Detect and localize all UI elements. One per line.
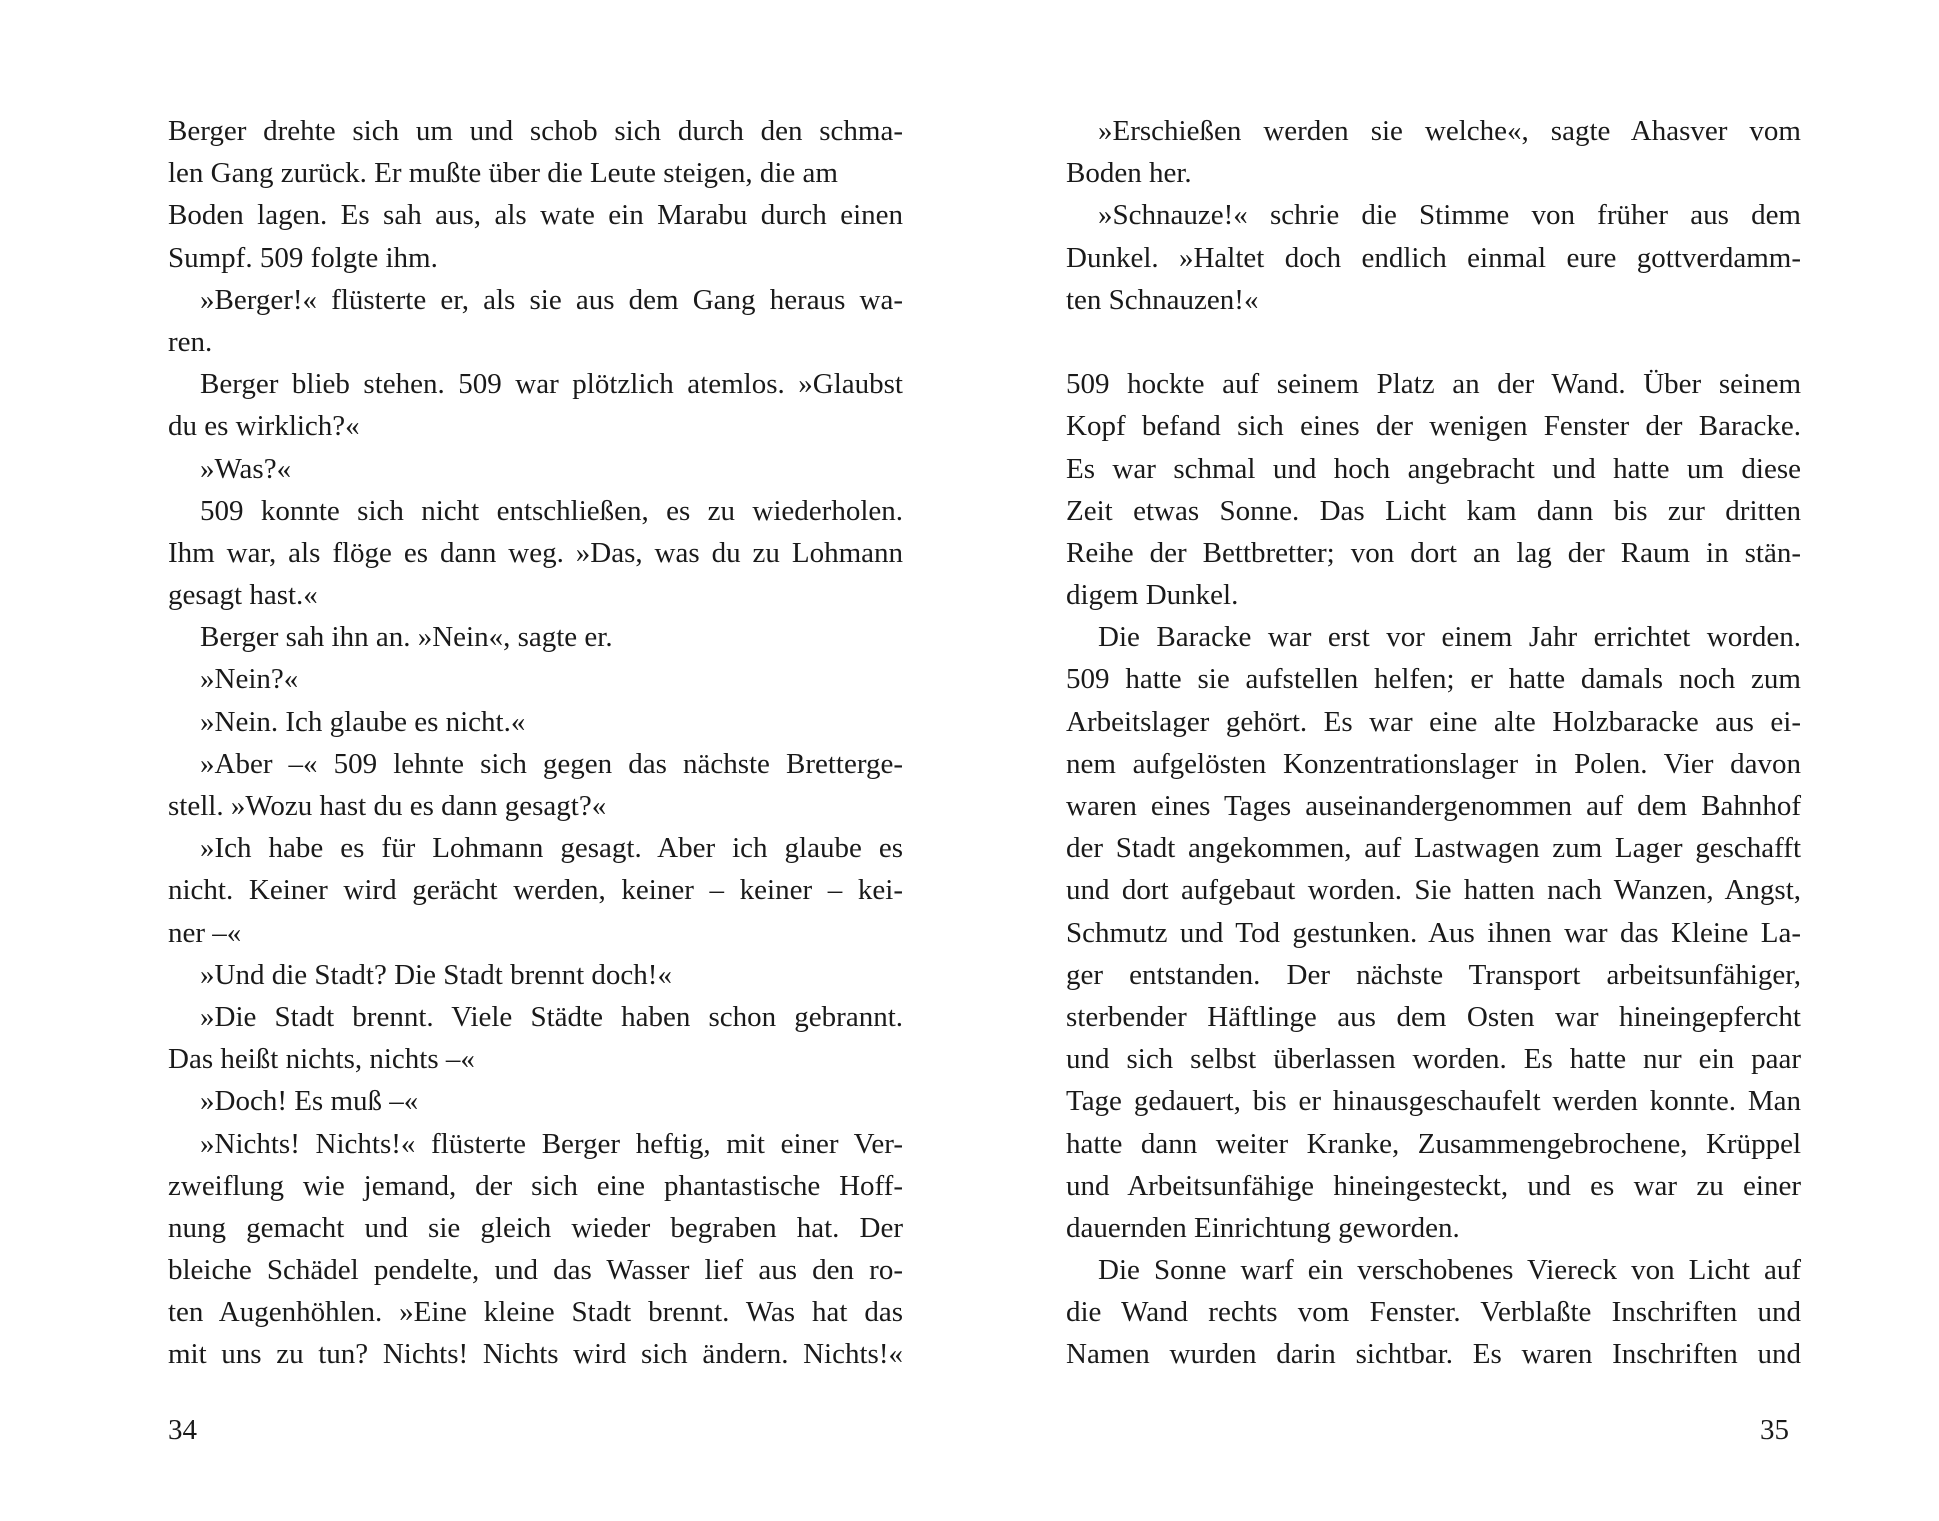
text-line: Reihe der Bettbretter; von dort an lag der Raum in stän- — [1066, 536, 1801, 569]
text-line: Das heißt nichts, nichts –« — [168, 1043, 475, 1076]
text-line: Berger blieb stehen. 509 war plötzlich atemlos. »Glaubst — [200, 368, 903, 401]
text-line: Boden lagen. Es sah aus, als wate ein Marabu durch einen — [168, 199, 903, 232]
text-line: Tage gedauert, bis er hinausgeschaufelt werden konnte. Man — [1066, 1085, 1801, 1118]
text-line: ten Schnauzen!« — [1066, 283, 1259, 316]
text-line: 509 hockte auf seinem Platz an der Wand. Über seinem — [1066, 368, 1801, 401]
text-line: 509 hatte sie aufstellen helfen; er hatte damals noch zum — [1066, 663, 1801, 696]
text-line: nem aufgelösten Konzentrationslager in Polen. Vier davon — [1066, 747, 1801, 780]
text-line: und Arbeitsunfähige hineingesteckt, und es war zu einer — [1066, 1169, 1801, 1202]
text-line: Kopf befand sich eines der wenigen Fenster der Baracke. — [1066, 410, 1801, 443]
text-line: nung gemacht und sie gleich wieder begraben hat. Der — [168, 1211, 903, 1244]
text-line: »Ich habe es für Lohmann gesagt. Aber ich glaube es — [200, 832, 903, 865]
text-line: gesagt hast.« — [168, 579, 318, 612]
text-line: ten Augenhöhlen. »Eine kleine Stadt brennt. Was hat das — [168, 1296, 903, 1329]
text-line: Arbeitslager gehört. Es war eine alte Holzbaracke aus ei- — [1066, 705, 1801, 738]
text-line: »Doch! Es muß –« — [200, 1085, 419, 1118]
text-line: Die Baracke war erst vor einem Jahr errichtet worden. — [1098, 621, 1801, 654]
text-line: sterbender Häftlinge aus dem Osten war hineingepfercht — [1066, 1000, 1801, 1033]
text-line: »Schnauze!« schrie die Stimme von früher aus dem — [1098, 199, 1801, 232]
text-line: Sumpf. 509 folgte ihm. — [168, 241, 438, 274]
right-page-text — [1066, 110, 1801, 1376]
text-line: dauernden Einrichtung geworden. — [1066, 1211, 1460, 1244]
text-line: »Aber –« 509 lehnte sich gegen das nächste Brettergе- — [200, 747, 903, 780]
text-line: Dunkel. »Haltet doch endlich einmal eure gottverdamm- — [1066, 241, 1801, 274]
text-line: Schmutz und Tod gestunken. Aus ihnen war das Kleine La- — [1066, 916, 1801, 949]
text-line: »Nein. Ich glaube es nicht.« — [200, 705, 526, 738]
page-number-right: 35 — [1760, 1414, 1789, 1446]
left-page-text — [168, 110, 903, 1376]
text-line: bleiche Schädel pendelte, und das Wasser lief aus den ro- — [168, 1254, 903, 1287]
text-line: der Stadt angekommen, auf Lastwagen zum Lager geschafft — [1066, 832, 1801, 865]
text-line: »Die Stadt brennt. Viele Städte haben schon gebrannt. — [200, 1000, 903, 1033]
text-line: ren. — [168, 325, 213, 358]
text-line: »Nichts! Nichts!« flüsterte Berger heftig, mit einer Ver- — [200, 1127, 903, 1160]
text-line: Es war schmal und hoch angebracht und hatte um diese — [1066, 452, 1801, 485]
text-line: hatte dann weiter Kranke, Zusammengebrochene, Krüppel — [1066, 1127, 1801, 1160]
text-line: und sich selbst überlassen worden. Es hatte nur ein paar — [1066, 1043, 1801, 1076]
page-number-left: 34 — [168, 1414, 197, 1446]
text-line: nicht. Keiner wird gerächt werden, keiner – keiner – kei- — [168, 874, 903, 907]
text-line: »Und die Stadt? Die Stadt brennt doch!« — [200, 958, 672, 991]
text-line: Die Sonne warf ein verschobenes Viereck von Licht auf — [1098, 1254, 1801, 1287]
text-line: die Wand rechts vom Fenster. Verblaßte Inschriften und — [1066, 1296, 1801, 1329]
text-line: »Erschießen werden sie welche«, sagte Ahasver vom — [1098, 115, 1801, 147]
text-line: digem Dunkel. — [1066, 579, 1239, 612]
text-line: Boden her. — [1066, 157, 1192, 190]
text-line: »Berger!« flüsterte er, als sie aus dem Gang heraus wa- — [200, 283, 903, 316]
text-line: du es wirklich?« — [168, 410, 360, 443]
text-line: ger entstanden. Der nächste Transport arbeitsunfähiger, — [1066, 958, 1801, 991]
text-line: len Gang zurück. Er mußte über die Leute steigen, die am — [168, 157, 838, 190]
text-line: 509 konnte sich nicht entschließen, es zu wiederholen. — [200, 494, 903, 527]
text-line: stell. »Wozu hast du es dann gesagt?« — [168, 790, 607, 822]
text-line: »Was?« — [200, 452, 292, 485]
text-line: zweiflung wie jemand, der sich eine phantastische Hoff- — [168, 1169, 903, 1202]
section-break — [1066, 321, 1801, 363]
text-line: ner –« — [168, 916, 242, 949]
text-line: und dort aufgebaut worden. Sie hatten nach Wanzen, Angst, — [1066, 874, 1801, 907]
text-line: Berger sah ihn an. »Nein«, sagte er. — [200, 621, 613, 654]
text-line: mit uns zu tun? Nichts! Nichts wird sich ändern. Nichts!« — [168, 1338, 903, 1371]
text-line: »Nein?« — [200, 663, 299, 696]
text-line: Zeit etwas Sonne. Das Licht kam dann bis zur dritten — [1066, 494, 1801, 527]
text-line: Namen wurden darin sichtbar. Es waren Inschriften und — [1066, 1338, 1801, 1371]
text-line: Berger drehte sich um und schob sich durch den schma- — [168, 115, 903, 147]
text-line: waren eines Tages auseinandergenommen auf dem Bahnhof — [1066, 790, 1801, 822]
text-line: Ihm war, als flöge es dann weg. »Das, was du zu Lohmann — [168, 536, 903, 569]
